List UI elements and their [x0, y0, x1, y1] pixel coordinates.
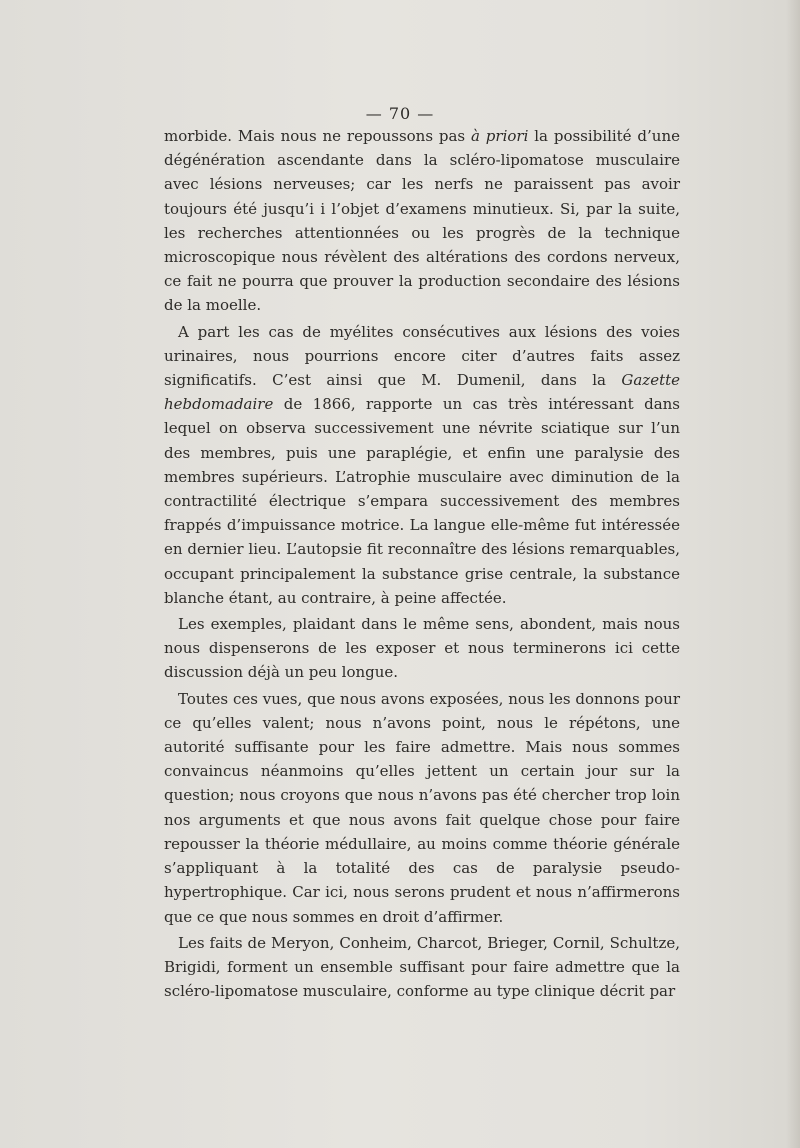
text-run: A part les cas de myélites consécutives aux lésions des voies urinaires, nous pourrions encore citer d’autres faits assez significatifs. C’est ainsi que M. Dumenil, dans la — [164, 322, 680, 390]
text-run: Les faits de Meryon, Conheim, Charcot, Brieger, Cornil, Schultze, Brigidi, forment un ensemble suffisant pour faire admettre que la scléro-lipomatose musculaire, conforme au type clinique décrit par — [164, 933, 680, 1001]
body-text — [164, 124, 680, 1003]
paragraph — [164, 320, 680, 610]
paragraph — [164, 687, 680, 929]
text-run: Toutes ces vues, que nous avons exposées, nous les donnons pour ce qu’elles valent; nous n’avons point, nous le répétons, une autorité suffisante pour les faire admettre. Mais nous sommes convaincus néanmoins qu’elles jettent un certain jour sur la question; nous croyons que nous n’avons pas été chercher trop loin nos arguments et que nous avons fait quelque chose pour faire repousser la théorie médullaire, au moins comme théorie générale s’appliquant à la totalité des cas de paralysie pseudo-hypertrophique. Car ici, nous serons prudent et nous n’affirmerons que ce que nous sommes en droit d’affirmer. — [164, 689, 680, 926]
page-number: — 70 — — [365, 104, 435, 123]
page-edge-shadow — [786, 0, 800, 1148]
text-run: Les exemples, plaidant dans le même sens, abondent, mais nous nous dispenserons de les exposer et nous terminerons ici cette discussion déjà un peu longue. — [164, 615, 680, 682]
italic-text: Gazette hebdomadaire — [164, 371, 680, 414]
italic-text: à priori — [471, 127, 529, 145]
paragraph — [164, 612, 680, 685]
paragraph — [164, 931, 680, 1004]
text-run: la possibilité d’une dégénération ascendante dans la scléro-lipomatose musculaire avec lésions nerveuses; car les nerfs ne paraissent pas avoir toujours été jusqu’i i l’objet d’examens minutieux. Si, par la suite, les recherches attentionnées ou les progrès de la technique microscopique nous révèlent des altérations des cordons nerveux, ce fait ne pourra que prouver la production secondaire des lésions de la moelle. — [164, 127, 680, 315]
text-run: morbide. Mais nous ne repoussons pas — [164, 127, 471, 145]
paragraph — [164, 124, 680, 318]
text-run: de 1866, rapporte un cas très intéressant dans lequel on observa successivement une névrite sciatique sur l’un des membres, puis une paraplégie, et enfin une paralysie des membres supérieurs. L’atrophie musculaire avec diminution de la contractilité électrique s’empara successivement des membres frappés d’impuissance motrice. La langue elle-même fut intéressée en dernier lieu. L’autopsie fit reconnaître des lésions remarquables, occupant principalement la substance grise centrale, la substance blanche étant, au contraire, à peine affectée. — [164, 395, 680, 607]
